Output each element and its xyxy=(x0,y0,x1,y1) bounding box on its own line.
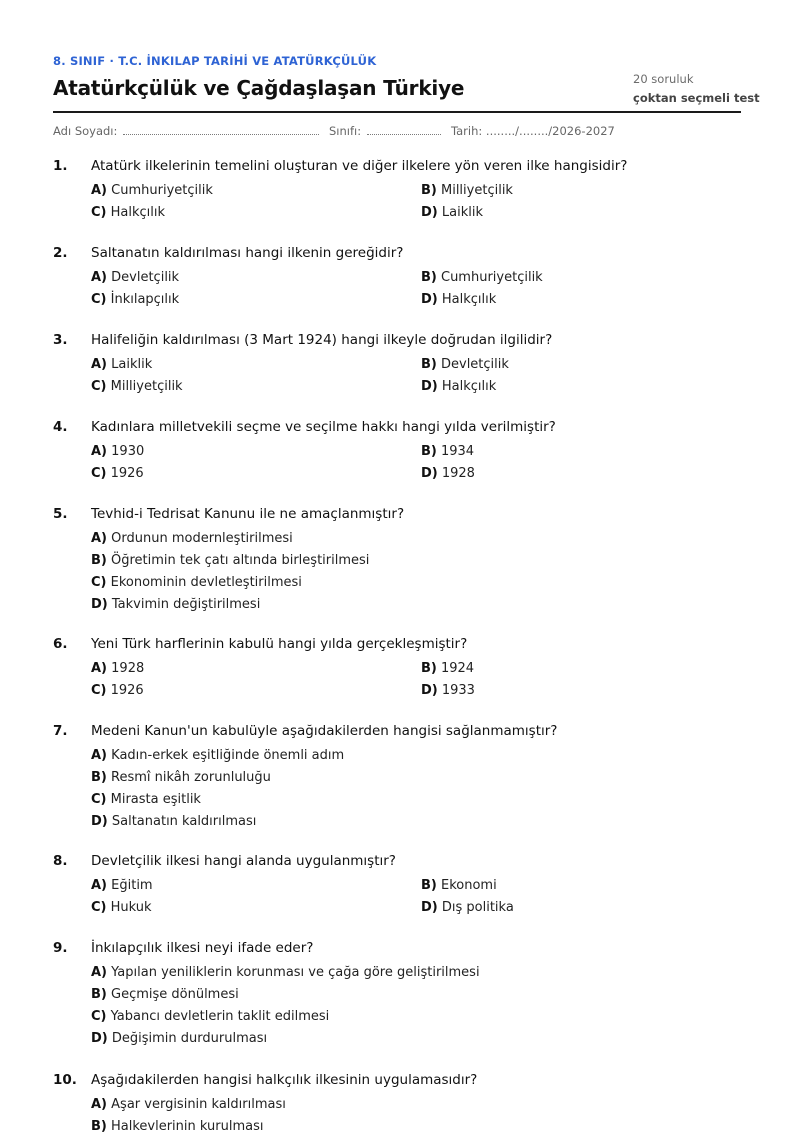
answer-option[interactable] xyxy=(421,183,513,198)
option-letter: B) xyxy=(421,270,437,285)
option-letter: D) xyxy=(421,900,438,915)
option-text: Milliyetçilik xyxy=(106,379,183,394)
option-text: Yabancı devletlerin taklit edilmesi xyxy=(106,1009,330,1024)
option-text: Geçmişe dönülmesi xyxy=(106,987,239,1002)
answer-option[interactable] xyxy=(91,205,165,220)
answer-option[interactable] xyxy=(421,444,474,459)
answer-option[interactable] xyxy=(91,1031,267,1046)
option-text: 1930 xyxy=(107,444,145,459)
answer-option[interactable] xyxy=(91,1009,329,1024)
question-text: Halifeliğin kaldırılması (3 Mart 1924) hangi ilkeyle doğrudan ilgilidir? xyxy=(91,332,553,348)
option-text: Hukuk xyxy=(106,900,152,915)
class-fill-line xyxy=(367,124,441,135)
answer-option[interactable] xyxy=(421,357,509,372)
answer-option[interactable] xyxy=(421,379,496,394)
option-text: Ekonominin devletleştirilmesi xyxy=(106,575,302,590)
course-kicker: 8. SINIF · T.C. İNKILAP TARİHİ VE ATATÜRKÇÜLÜK xyxy=(53,54,377,68)
option-letter: B) xyxy=(91,987,107,1002)
option-letter: D) xyxy=(91,814,108,829)
option-text: 1926 xyxy=(106,683,144,698)
option-text: Ekonomi xyxy=(436,878,497,893)
option-text: 1933 xyxy=(437,683,475,698)
option-text: Resmî nikâh zorunluluğu xyxy=(106,770,271,785)
question-text: Medeni Kanun'un kabulüyle aşağıdakilerden hangisi sağlanmamıştır? xyxy=(91,723,558,739)
question-count: 20 soruluk xyxy=(633,72,694,86)
option-text: 1934 xyxy=(436,444,475,459)
option-text: Takvimin değiştirilmesi xyxy=(107,597,261,612)
answer-option[interactable] xyxy=(421,292,496,307)
answer-option[interactable] xyxy=(91,292,179,307)
question-number: 4. xyxy=(53,419,68,435)
answer-option[interactable] xyxy=(91,357,152,372)
option-letter: B) xyxy=(421,444,437,459)
option-letter: B) xyxy=(421,661,437,676)
answer-option[interactable] xyxy=(421,466,475,481)
question-text: Atatürk ilkelerinin temelini oluşturan ve diğer ilkelere yön veren ilke hangisidir? xyxy=(91,158,628,174)
test-type: çoktan seçmeli test xyxy=(633,91,760,105)
option-text: İnkılapçılık xyxy=(106,292,180,307)
option-text: Halkçılık xyxy=(106,205,166,220)
question-text: Kadınlara milletvekili seçme ve seçilme hakkı hangi yılda verilmiştir? xyxy=(91,419,556,435)
option-text: Dış politika xyxy=(437,900,514,915)
option-letter: B) xyxy=(91,553,107,568)
answer-option[interactable] xyxy=(91,553,369,568)
answer-option[interactable] xyxy=(421,270,543,285)
answer-option[interactable] xyxy=(421,661,474,676)
name-label: Adı Soyadı: xyxy=(53,124,118,138)
option-letter: A) xyxy=(91,661,108,676)
option-letter: B) xyxy=(421,183,437,198)
option-letter: B) xyxy=(91,770,107,785)
question-text: Tevhid-i Tedrisat Kanunu ile ne amaçlanmıştır? xyxy=(91,506,405,522)
option-letter: C) xyxy=(91,900,107,915)
answer-option[interactable] xyxy=(91,183,213,198)
question-text: İnkılapçılık ilkesi neyi ifade eder? xyxy=(91,940,314,956)
answer-option[interactable] xyxy=(91,1119,263,1134)
question-text: Aşağıdakilerden hangisi halkçılık ilkesinin uygulamasıdır? xyxy=(91,1072,478,1088)
date-label: Tarih: xyxy=(451,124,483,138)
option-text: Laiklik xyxy=(437,205,483,220)
question-text: Devletçilik ilkesi hangi alanda uygulanmıştır? xyxy=(91,853,396,869)
answer-option[interactable] xyxy=(421,205,483,220)
option-text: Halkevlerinin kurulması xyxy=(106,1119,264,1134)
option-letter: A) xyxy=(91,878,108,893)
answer-option[interactable] xyxy=(91,531,293,546)
option-letter: C) xyxy=(91,683,107,698)
header-divider xyxy=(53,111,741,113)
option-letter: C) xyxy=(91,292,107,307)
question-number: 7. xyxy=(53,723,68,739)
question-number: 1. xyxy=(53,158,68,174)
option-letter: C) xyxy=(91,466,107,481)
option-letter: B) xyxy=(421,878,437,893)
answer-option[interactable] xyxy=(91,575,302,590)
option-letter: C) xyxy=(91,792,107,807)
question-number: 3. xyxy=(53,332,68,348)
option-text: Aşar vergisinin kaldırılması xyxy=(107,1097,286,1112)
test-meta xyxy=(633,70,760,108)
option-letter: D) xyxy=(421,683,438,698)
option-text: Kadın-erkek eşitliğinde önemli adım xyxy=(107,748,345,763)
answer-option[interactable] xyxy=(91,379,183,394)
option-text: Eğitim xyxy=(107,878,153,893)
question-number: 6. xyxy=(53,636,68,652)
option-text: Halkçılık xyxy=(437,379,497,394)
option-letter: A) xyxy=(91,444,108,459)
option-letter: D) xyxy=(421,379,438,394)
option-letter: B) xyxy=(421,357,437,372)
option-letter: A) xyxy=(91,965,108,980)
question-text: Yeni Türk harflerinin kabulü hangi yılda gerçekleşmiştir? xyxy=(91,636,468,652)
option-letter: A) xyxy=(91,270,108,285)
option-text: Mirasta eşitlik xyxy=(106,792,201,807)
option-letter: D) xyxy=(91,1031,108,1046)
answer-option[interactable] xyxy=(91,792,201,807)
option-text: Halkçılık xyxy=(437,292,497,307)
option-letter: B) xyxy=(91,1119,107,1134)
option-text: Devletçilik xyxy=(107,270,180,285)
option-text: Laiklik xyxy=(107,357,153,372)
class-field xyxy=(329,124,441,138)
answer-option[interactable] xyxy=(91,444,144,459)
answer-option[interactable] xyxy=(91,1097,286,1112)
answer-option[interactable] xyxy=(91,878,153,893)
option-letter: A) xyxy=(91,531,108,546)
option-letter: C) xyxy=(91,1009,107,1024)
answer-option[interactable] xyxy=(91,270,179,285)
answer-option[interactable] xyxy=(91,900,152,915)
option-letter: A) xyxy=(91,357,108,372)
answer-option[interactable] xyxy=(91,466,144,481)
option-letter: C) xyxy=(91,205,107,220)
answer-option[interactable] xyxy=(421,900,514,915)
option-text: 1928 xyxy=(107,661,145,676)
page-title: Atatürkçülük ve Çağdaşlaşan Türkiye xyxy=(53,76,465,100)
answer-option[interactable] xyxy=(91,987,239,1002)
option-letter: A) xyxy=(91,183,108,198)
option-letter: C) xyxy=(91,379,107,394)
date-value: ......../......../2026-2027 xyxy=(485,124,615,138)
option-letter: A) xyxy=(91,1097,108,1112)
answer-option[interactable] xyxy=(91,770,271,785)
answer-option[interactable] xyxy=(91,748,344,763)
answer-option[interactable] xyxy=(91,683,144,698)
option-text: Ordunun modernleştirilmesi xyxy=(107,531,293,546)
answer-option[interactable] xyxy=(91,661,144,676)
question-number: 10. xyxy=(53,1072,77,1088)
answer-option[interactable] xyxy=(421,683,475,698)
date-field xyxy=(451,124,615,138)
option-text: Cumhuriyetçilik xyxy=(436,270,543,285)
option-text: 1926 xyxy=(106,466,144,481)
option-letter: D) xyxy=(421,292,438,307)
option-text: Cumhuriyetçilik xyxy=(107,183,213,198)
name-fill-line xyxy=(123,124,319,135)
question-text: Saltanatın kaldırılması hangi ilkenin gereğidir? xyxy=(91,245,404,261)
answer-option[interactable] xyxy=(421,878,497,893)
question-number: 5. xyxy=(53,506,68,522)
name-field xyxy=(53,124,319,138)
question-number: 8. xyxy=(53,853,68,869)
option-text: 1924 xyxy=(436,661,475,676)
option-text: Milliyetçilik xyxy=(436,183,513,198)
answer-option[interactable] xyxy=(91,597,260,612)
option-text: Saltanatın kaldırılması xyxy=(107,814,257,829)
class-label: Sınıfı: xyxy=(329,124,362,138)
option-letter: A) xyxy=(91,748,108,763)
answer-option[interactable] xyxy=(91,965,480,980)
option-text: Değişimin durdurulması xyxy=(107,1031,268,1046)
answer-option[interactable] xyxy=(91,814,256,829)
option-text: Devletçilik xyxy=(436,357,509,372)
option-letter: D) xyxy=(91,597,108,612)
question-number: 9. xyxy=(53,940,68,956)
option-letter: D) xyxy=(421,205,438,220)
option-letter: C) xyxy=(91,575,107,590)
question-number: 2. xyxy=(53,245,68,261)
option-text: Yapılan yeniliklerin korunması ve çağa göre geliştirilmesi xyxy=(107,965,480,980)
option-text: 1928 xyxy=(437,466,475,481)
option-text: Öğretimin tek çatı altında birleştirilmesi xyxy=(106,553,370,568)
option-letter: D) xyxy=(421,466,438,481)
